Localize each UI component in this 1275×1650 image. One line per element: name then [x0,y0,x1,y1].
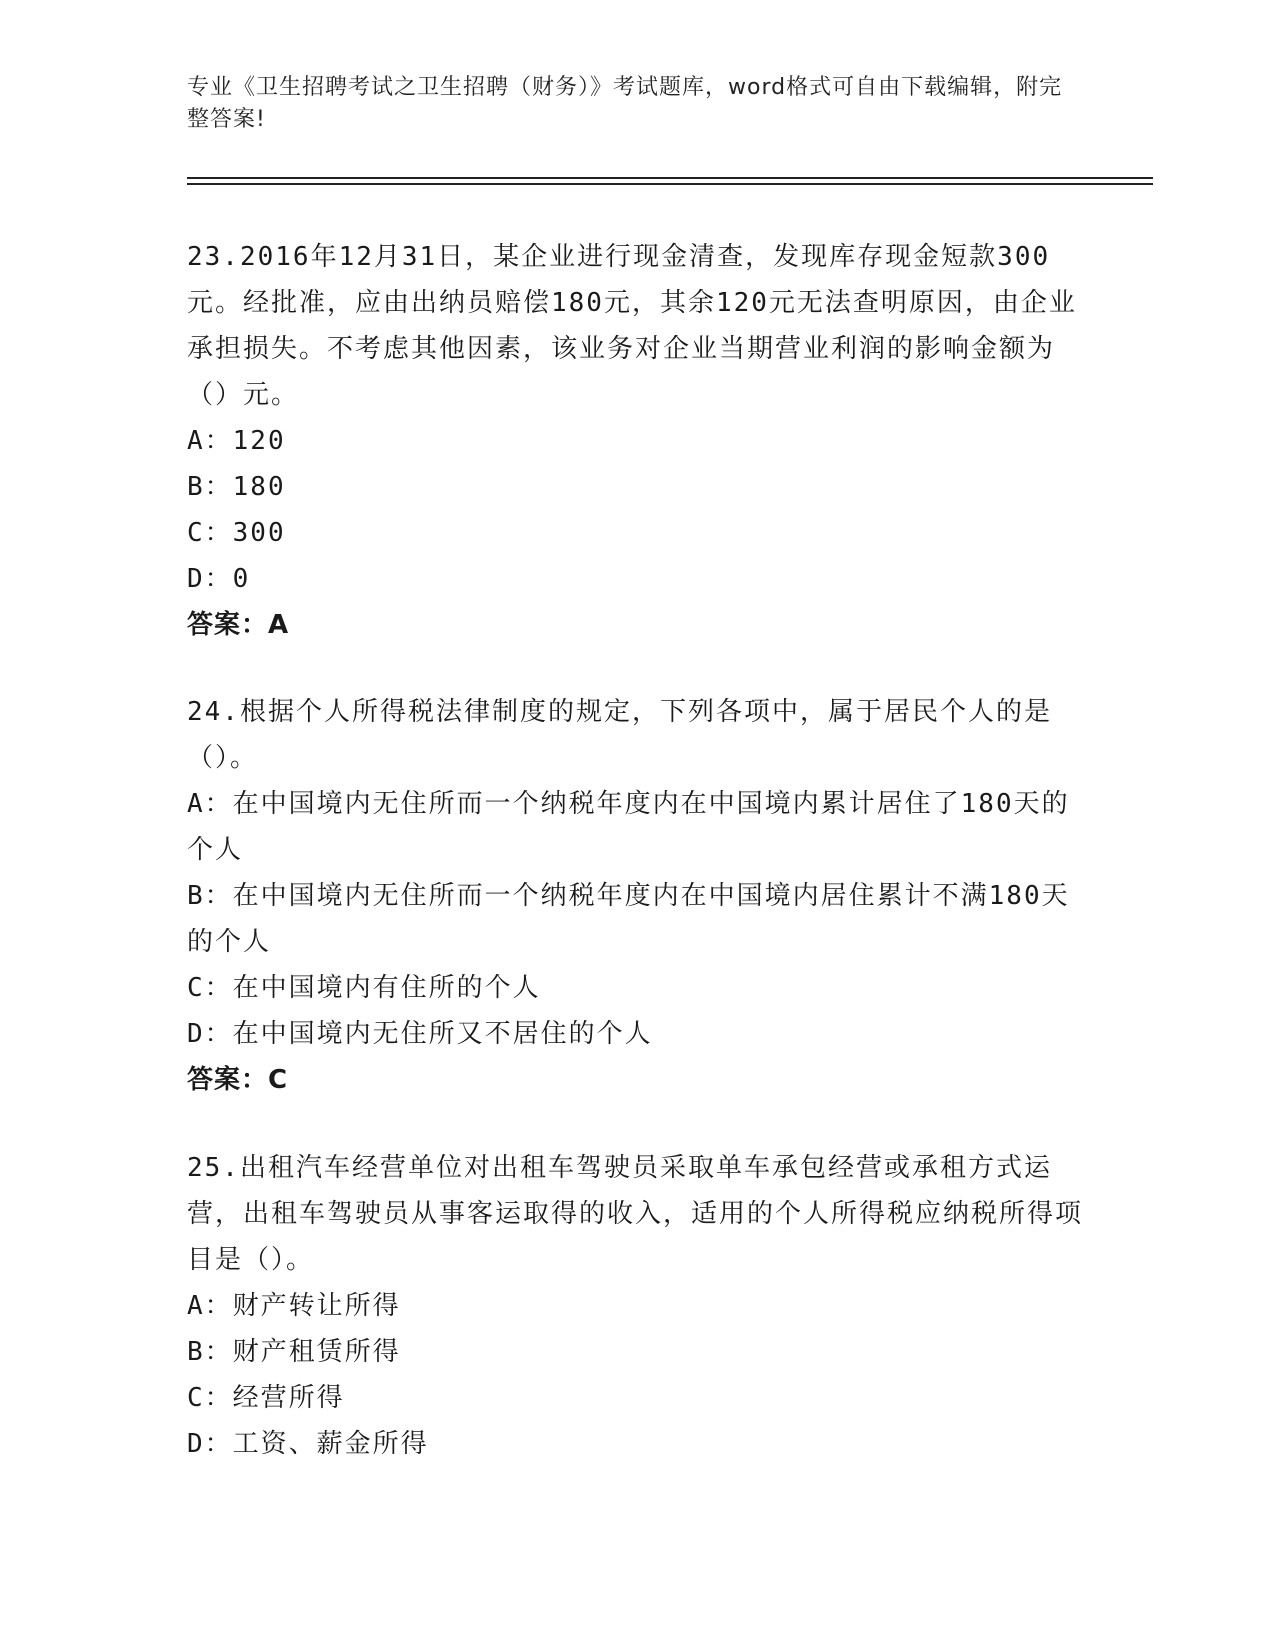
question-stem: 24.根据个人所得税法律制度的规定，下列各项中，属于居民个人的是（）。 [187,697,1052,773]
option-a: A：120 [187,426,286,456]
option-c: C：经营所得 [187,1383,345,1413]
option-b: B：180 [187,472,286,502]
option-c: C：300 [187,518,286,548]
question-stem: 25.出租汽车经营单位对出租车驾驶员采取单车承包经营或承租方式运营，出租车驾驶员从事客运取得的收入，适用的个人所得税应纳税所得项目是（）。 [187,1153,1084,1275]
option-d: D：工资、薪金所得 [187,1429,429,1459]
question-23 [187,234,1087,648]
header-divider [187,183,1153,185]
answer-line: 答案：C [187,1065,289,1095]
option-a: A：财产转让所得 [187,1291,401,1321]
option-b: B：在中国境内无住所而一个纳税年度内在中国境内居住累计不满180天的个人 [187,881,1070,957]
header-title: 专业《卫生招聘考试之卫生招聘（财务）》考试题库，word格式可自由下载编辑，附完整答案! [187,75,1063,132]
header-divider [187,177,1153,179]
option-d: D：在中国境内无住所又不居住的个人 [187,1019,653,1049]
option-c: C：在中国境内有住所的个人 [187,973,541,1003]
option-a: A：在中国境内无住所而一个纳税年度内在中国境内累计居住了180天的个人 [187,789,1070,865]
option-b: B：财产租赁所得 [187,1337,401,1367]
document-header [187,72,1067,136]
question-stem: 23.2016年12月31日，某企业进行现金清查，发现库存现金短款300元。经批准，应由出纳员赔偿180元，其余120元无法查明原因，由企业承担损失。不考虑其他因素，该业务对企业当期营业利润的影响金额为（）元。 [187,242,1077,410]
option-d: D：0 [187,564,251,594]
question-24 [187,689,1087,1103]
question-25 [187,1145,1087,1467]
answer-line: 答案：A [187,610,290,640]
